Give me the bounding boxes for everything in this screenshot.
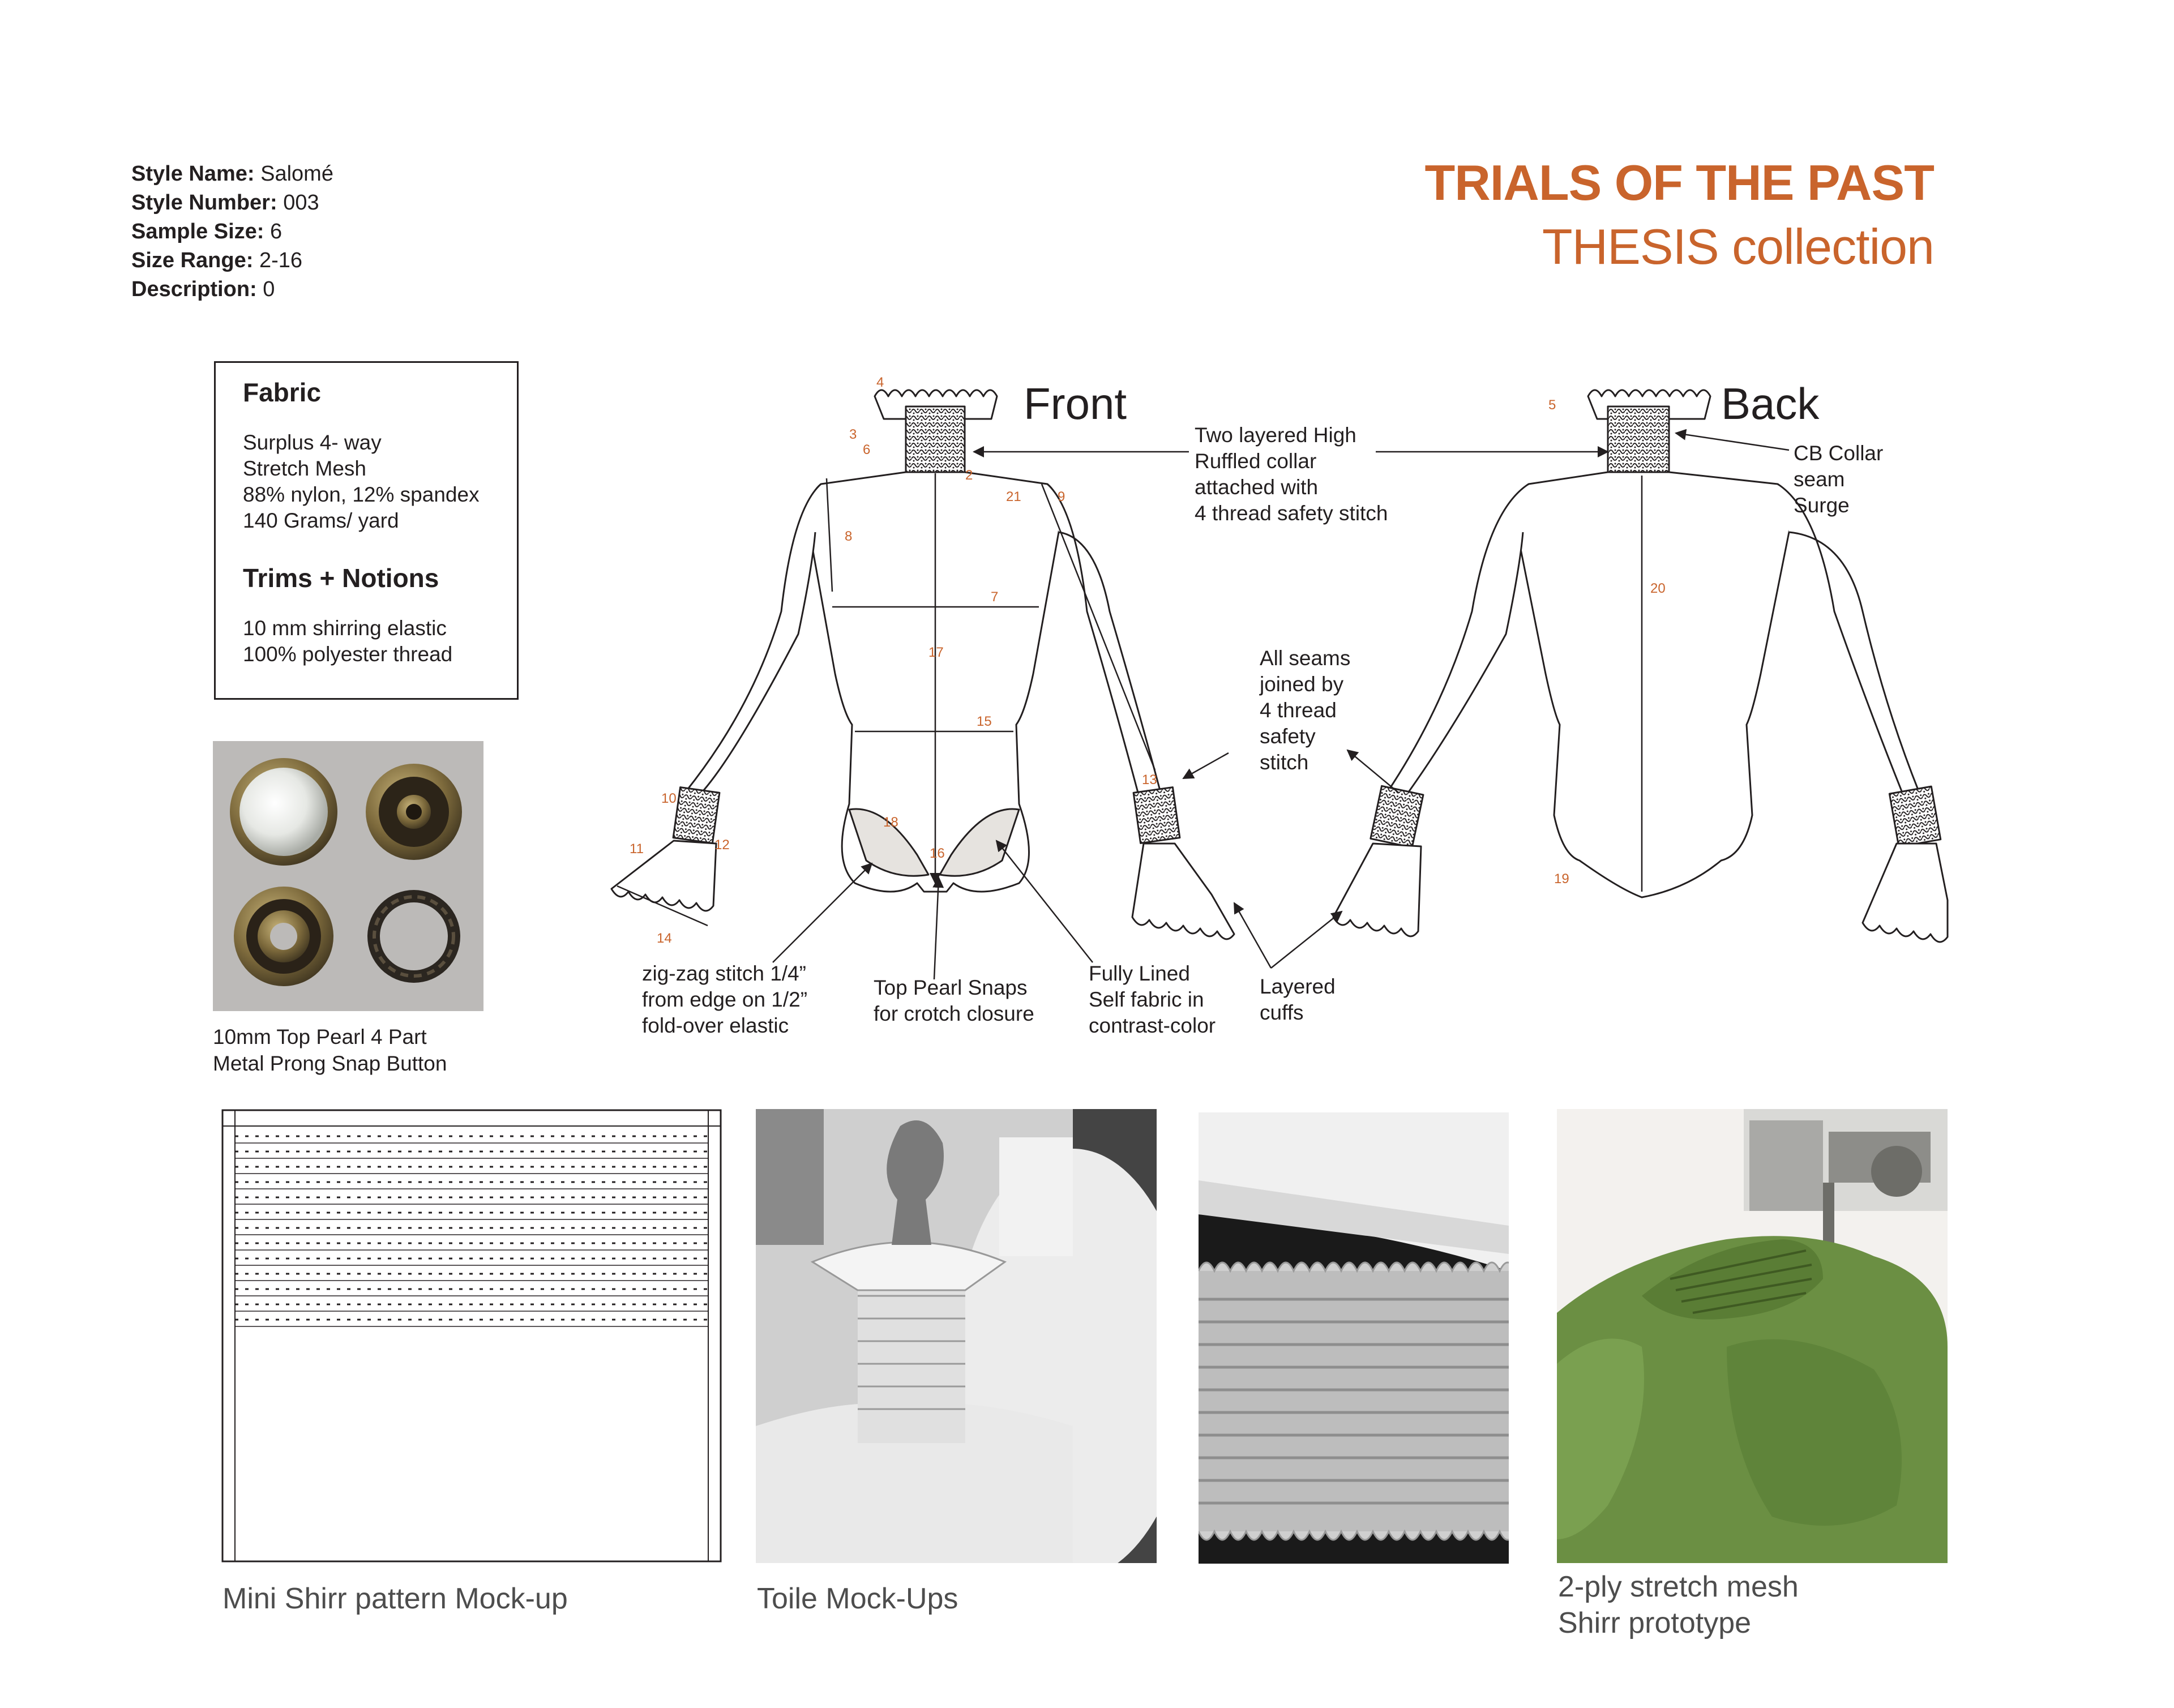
- fabric-heading: Fabric: [243, 378, 322, 407]
- toile-caption: Toile Mock-Ups: [757, 1582, 958, 1615]
- prototype-caption-line: Shirr prototype: [1558, 1607, 1752, 1639]
- note-line: All seams: [1260, 647, 1351, 670]
- front-garment: [611, 390, 1234, 939]
- measure-number: 10: [661, 791, 677, 806]
- fabric-line: Surplus 4- way: [243, 431, 382, 454]
- zigzag-note: [642, 961, 807, 1039]
- note-line: joined by: [1260, 673, 1344, 696]
- cuffs-note: [1260, 974, 1336, 1026]
- measure-number: 15: [977, 714, 992, 729]
- note-line: Ruffled collar: [1195, 450, 1317, 473]
- snap-caption-line: 10mm Top Pearl 4 Part: [213, 1025, 427, 1048]
- note-line: safety: [1260, 725, 1316, 748]
- shirr-closeup-illustration: [1199, 1112, 1509, 1564]
- note-line: 4 thread: [1260, 699, 1337, 722]
- pattern-caption: Mini Shirr pattern Mock-up: [222, 1582, 568, 1615]
- collar-note: [1195, 422, 1388, 526]
- snap-caption-line: Metal Prong Snap Button: [213, 1052, 447, 1075]
- fabric-line: Stretch Mesh: [243, 457, 366, 480]
- shirr-pattern-drawing: [221, 1109, 722, 1563]
- style-number-label: Style Number:: [131, 191, 277, 215]
- measure-number: 6: [863, 442, 871, 457]
- prototype-photo: [1557, 1109, 1948, 1563]
- lined-note: [1089, 961, 1216, 1039]
- style-number-value: 003: [283, 191, 319, 215]
- note-line: from edge on 1/2”: [642, 988, 808, 1011]
- measure-number: 4: [876, 375, 884, 390]
- size-range-label: Size Range:: [131, 249, 254, 272]
- note-line: Fully Lined: [1089, 962, 1190, 985]
- sample-size-label: Sample Size:: [131, 220, 264, 243]
- note-line: cuffs: [1260, 1001, 1304, 1024]
- measure-number: 8: [845, 529, 853, 544]
- note-line: seam: [1794, 468, 1845, 491]
- cb-collar-note: [1794, 440, 1883, 519]
- measure-number: 17: [928, 645, 944, 660]
- front-view-label: Front: [1024, 379, 1127, 429]
- note-line: Two layered High: [1195, 423, 1356, 447]
- note-line: Self fabric in: [1089, 988, 1204, 1011]
- measure-number: 21: [1006, 489, 1021, 504]
- measure-number: 11: [630, 841, 644, 857]
- measure-number: 2: [965, 468, 973, 483]
- note-line: for crotch closure: [874, 1002, 1034, 1025]
- seams-note: [1260, 645, 1350, 776]
- note-line: Top Pearl Snaps: [874, 976, 1028, 999]
- note-line: attached with: [1195, 476, 1319, 499]
- trims-line: 10 mm shirring elastic: [243, 617, 447, 640]
- collection-title: TRIALS OF THE PAST: [1424, 155, 1934, 211]
- measure-number: 19: [1554, 871, 1569, 887]
- measure-number: 16: [930, 846, 945, 861]
- toile-photo-illustration: [756, 1109, 1157, 1563]
- snaps-note: [874, 975, 1034, 1027]
- measure-number: 20: [1650, 581, 1666, 596]
- shirr-closeup-photo: [1199, 1112, 1509, 1564]
- note-line: contrast-color: [1089, 1014, 1216, 1037]
- note-line: fold-over elastic: [642, 1014, 789, 1037]
- measure-number: 14: [657, 931, 672, 946]
- prototype-caption: [1558, 1569, 1799, 1641]
- fabric-line: 140 Grams/ yard: [243, 509, 399, 532]
- note-line: 4 thread safety stitch: [1195, 502, 1388, 525]
- prototype-caption-line: 2-ply stretch mesh: [1558, 1570, 1799, 1603]
- description-value: 0: [263, 277, 275, 301]
- size-range-value: 2-16: [259, 249, 303, 272]
- style-name-value: Salomé: [260, 162, 333, 186]
- measure-number: 9: [1058, 489, 1065, 504]
- measure-number: 18: [883, 815, 898, 830]
- fabric-line: 88% nylon, 12% spandex: [243, 483, 480, 506]
- measure-number: 5: [1548, 397, 1556, 413]
- note-line: Surge: [1794, 494, 1850, 517]
- collection-subtitle: THESIS collection: [1542, 219, 1934, 275]
- note-line: CB Collar: [1794, 442, 1884, 465]
- back-view-label: Back: [1721, 379, 1820, 429]
- note-line: Layered: [1260, 975, 1336, 998]
- measure-number: 7: [991, 589, 999, 605]
- measure-number: 12: [714, 837, 730, 853]
- description-label: Description:: [131, 277, 257, 301]
- note-line: zig-zag stitch 1/4”: [642, 962, 806, 985]
- measure-number: 13: [1142, 772, 1157, 787]
- prototype-photo-illustration: [1557, 1109, 1948, 1563]
- toile-mockup-photo: [756, 1109, 1157, 1563]
- note-line: stitch: [1260, 751, 1309, 774]
- shirr-pattern-mockup: [221, 1109, 722, 1563]
- style-name-label: Style Name:: [131, 162, 255, 186]
- sample-size-value: 6: [269, 220, 283, 243]
- measure-number: 3: [849, 427, 857, 442]
- trims-heading: Trims + Notions: [243, 563, 439, 593]
- trims-line: 100% polyester thread: [243, 643, 453, 666]
